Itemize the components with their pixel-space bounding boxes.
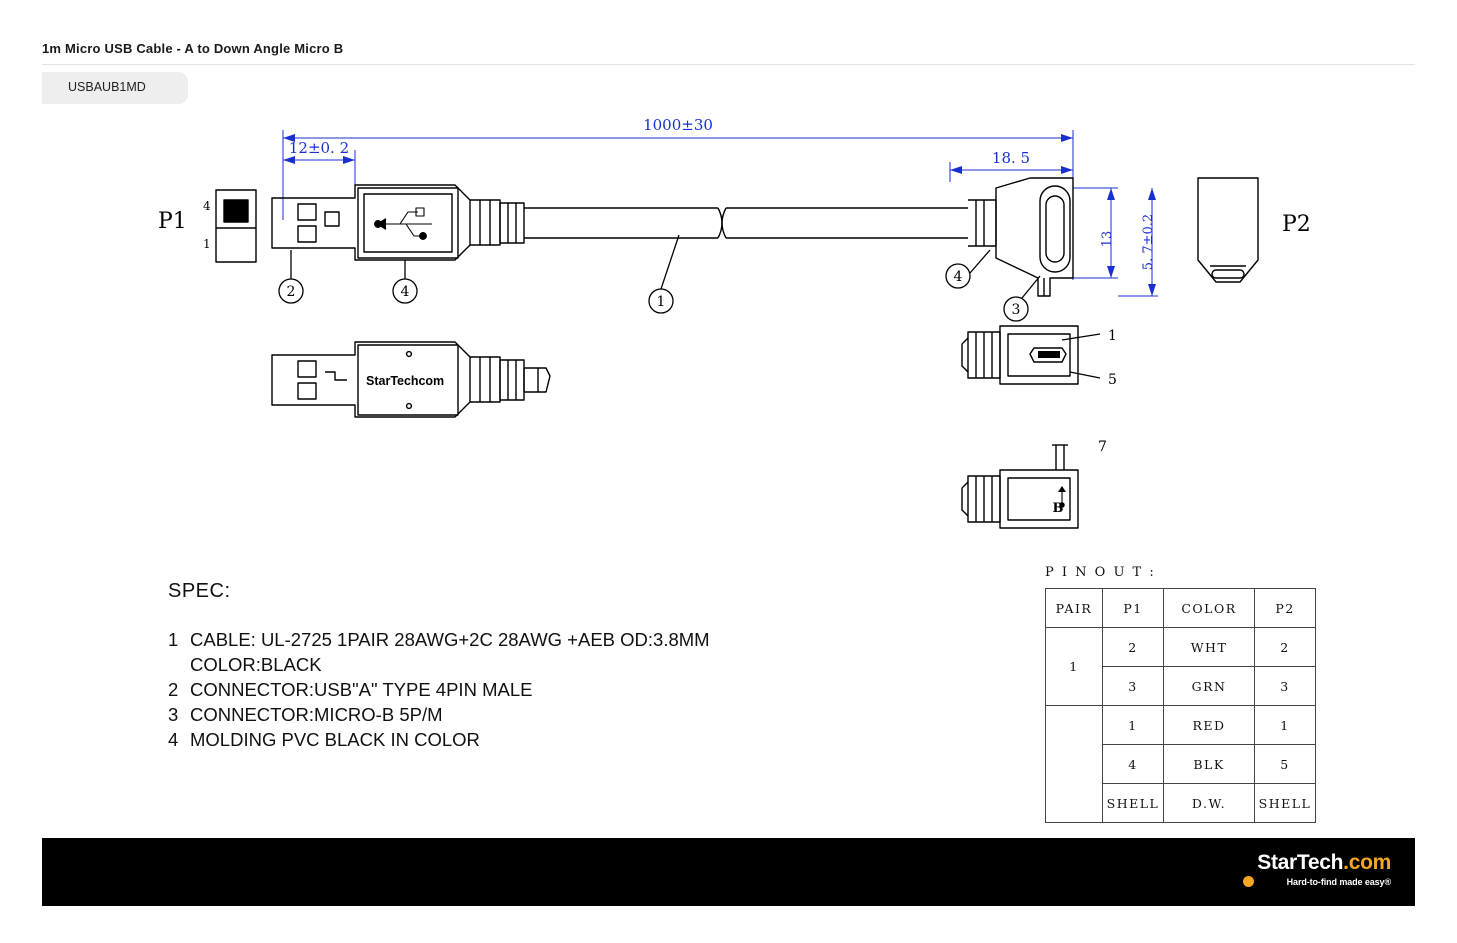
column-header-pair: PAIR — [1046, 589, 1103, 628]
balloon-2: 2 — [286, 284, 296, 300]
footer-bar — [42, 838, 1415, 906]
leader-1: 1 — [1108, 328, 1117, 344]
cell-pair: 1 — [1046, 628, 1103, 706]
cell-color: RED — [1164, 706, 1255, 745]
cell-p2: 3 — [1255, 667, 1316, 706]
pin-number-top: 4 — [203, 199, 211, 213]
leader-5: 5 — [1108, 372, 1117, 388]
spec-item — [168, 727, 868, 752]
logo-dot-icon — [1243, 876, 1254, 887]
cell-p1: 2 — [1103, 628, 1164, 667]
cell-p1: SHELL — [1103, 784, 1164, 823]
spec-item-number: 3 — [168, 704, 179, 725]
spec-item-number: 4 — [168, 729, 179, 750]
spec-item — [168, 702, 868, 727]
logo-tagline: Hard-to-find made easy® — [1286, 877, 1391, 887]
spec-item-number: 2 — [168, 679, 179, 700]
cell-color: GRN — [1164, 667, 1255, 706]
spec-title: SPEC: — [168, 580, 231, 602]
spec-block — [168, 580, 868, 752]
table-header-row — [1046, 589, 1316, 628]
label-p1: P1 — [158, 209, 187, 234]
leader-7: 7 — [1098, 439, 1107, 455]
spec-item-text: CABLE: UL-2725 1PAIR 28AWG+2C 28AWG +AEB OD:3.8MM — [190, 629, 710, 650]
spec-item — [168, 677, 868, 702]
page-title: 1m Micro USB Cable - A to Down Angle Micro B — [42, 41, 344, 56]
dim-micro-b-height: 13 — [1100, 230, 1115, 248]
balloon-4a: 4 — [400, 284, 410, 300]
header-divider — [42, 64, 1415, 65]
balloon-3: 3 — [1011, 302, 1021, 318]
cell-p2: 5 — [1255, 745, 1316, 784]
dim-overall-length: 1000±30 — [643, 116, 713, 134]
pin-number-bottom: 1 — [203, 237, 211, 251]
dim-micro-b-length: 18. 5 — [991, 149, 1031, 167]
cell-p1: 4 — [1103, 745, 1164, 784]
spec-item-text: CONNECTOR:USB"A" TYPE 4PIN MALE — [190, 679, 533, 700]
cell-p2: SHELL — [1255, 784, 1316, 823]
cell-p1: 1 — [1103, 706, 1164, 745]
spec-item-number: 1 — [168, 629, 179, 650]
pinout-section — [1045, 565, 1316, 823]
spec-item — [168, 627, 868, 652]
table-row — [1046, 628, 1316, 667]
cell-p2: 2 — [1255, 628, 1316, 667]
balloon-4b: 4 — [953, 269, 963, 285]
column-header-p1: P1 — [1103, 589, 1164, 628]
cell-color: BLK — [1164, 745, 1255, 784]
table-row — [1046, 706, 1316, 745]
cell-p2: 1 — [1255, 706, 1316, 745]
startech-logo — [1257, 852, 1391, 887]
pinout-table — [1045, 588, 1316, 823]
label-p2: P2 — [1282, 212, 1311, 237]
molding-brand: StarTech — [366, 374, 419, 388]
column-header-color: COLOR — [1164, 589, 1255, 628]
cell-color: WHT — [1164, 628, 1255, 667]
dim-micro-b-depth: 5. 7±0.2 — [1141, 213, 1156, 271]
spec-item-text: MOLDING PVC BLACK IN COLOR — [190, 729, 480, 750]
cell-pair — [1046, 706, 1103, 823]
cell-color: D.W. — [1164, 784, 1255, 823]
sku-label: USBAUB1MD — [68, 80, 146, 94]
spec-item-sub: COLOR:BLACK — [190, 654, 322, 675]
spec-item-text: CONNECTOR:MICRO-B 5P/M — [190, 704, 443, 725]
molding-brand-suffix: .com — [415, 374, 445, 388]
balloon-1: 1 — [656, 294, 666, 310]
pinout-title: P I N O U T : — [1045, 565, 1156, 580]
column-header-p2: P2 — [1255, 589, 1316, 628]
micro-b-face-letter: B — [1052, 501, 1064, 516]
cell-p1: 3 — [1103, 667, 1164, 706]
dim-connector-a: 12±0. 2 — [288, 139, 350, 157]
logo-brand: StarTech — [1257, 851, 1344, 874]
logo-brand-suffix: .com — [1343, 851, 1391, 874]
